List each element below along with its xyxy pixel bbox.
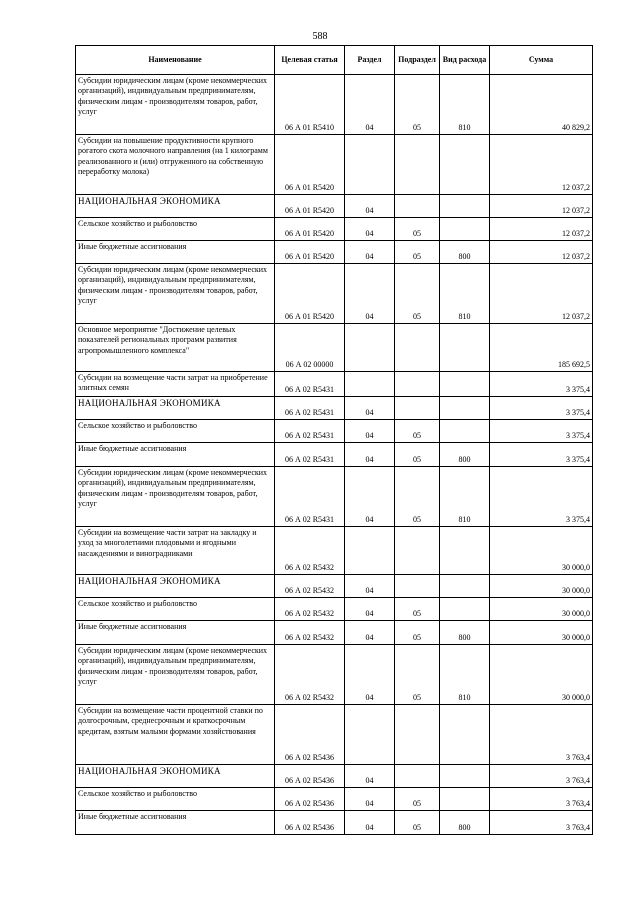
cell-section: 04 [345,621,395,645]
page-number: 588 [312,31,328,42]
table-row [76,241,593,264]
cell-name: Субсидии на возмещение части затрат на приобретение элитных семян [76,372,275,397]
cell-subsection [395,765,440,788]
cell-name: Субсидии на повышение продуктивности крупного рогатого скота молочного направления (на 1 килограмм реализованного и (или) отгруженного на собственную переработку молока) [76,135,275,195]
cell-subsection: 05 [395,598,440,621]
cell-kind [440,575,490,598]
cell-article: 06 А 01 R5420 [275,264,345,324]
cell-section: 04 [345,241,395,264]
cell-kind [440,195,490,218]
cell-name: Сельское хозяйство и рыболовство [76,218,275,241]
cell-subsection: 05 [395,443,440,467]
column-header-kind: Вид расхода [440,46,490,75]
cell-sum: 12 037,2 [490,264,593,324]
cell-subsection: 05 [395,645,440,705]
cell-subsection: 05 [395,218,440,241]
column-header-section: Раздел [345,46,395,75]
table-row [76,788,593,811]
table-row [76,218,593,241]
table-row [76,598,593,621]
cell-name: НАЦИОНАЛЬНАЯ ЭКОНОМИКА [76,575,275,598]
table-row [76,645,593,705]
cell-sum: 30 000,0 [490,527,593,575]
cell-article: 06 А 02 R5431 [275,443,345,467]
cell-kind: 800 [440,621,490,645]
column-header-sum: Сумма [490,46,593,75]
cell-kind [440,135,490,195]
cell-kind [440,765,490,788]
cell-sum: 30 000,0 [490,645,593,705]
table-row [76,264,593,324]
cell-subsection [395,705,440,765]
cell-kind [440,788,490,811]
cell-kind [440,372,490,397]
cell-section: 04 [345,575,395,598]
cell-subsection: 05 [395,264,440,324]
column-header-subsection: Подраздел [395,46,440,75]
cell-article: 06 А 02 R5432 [275,645,345,705]
cell-section [345,324,395,372]
cell-sum: 3 375,4 [490,467,593,527]
cell-name: Сельское хозяйство и рыболовство [76,598,275,621]
cell-subsection: 05 [395,75,440,135]
cell-subsection: 05 [395,788,440,811]
cell-sum: 12 037,2 [490,195,593,218]
table-row [76,811,593,835]
cell-section [345,372,395,397]
cell-section: 04 [345,645,395,705]
cell-name: Иные бюджетные ассигнования [76,241,275,264]
table-row [76,324,593,372]
cell-name: НАЦИОНАЛЬНАЯ ЭКОНОМИКА [76,195,275,218]
cell-sum: 3 375,4 [490,443,593,467]
cell-subsection: 05 [395,241,440,264]
cell-kind [440,324,490,372]
table-body [76,75,593,835]
cell-subsection [395,527,440,575]
table-header [76,46,593,75]
cell-article: 06 А 02 R5431 [275,372,345,397]
cell-article: 06 А 01 R5410 [275,75,345,135]
cell-name: НАЦИОНАЛЬНАЯ ЭКОНОМИКА [76,765,275,788]
cell-section: 04 [345,598,395,621]
cell-subsection: 05 [395,621,440,645]
cell-subsection [395,575,440,598]
cell-sum: 30 000,0 [490,621,593,645]
cell-article: 06 А 02 R5436 [275,765,345,788]
header-row [76,46,593,75]
cell-kind: 810 [440,264,490,324]
cell-name: Субсидии на возмещение части затрат на закладку и уход за многолетними плодовыми и ягодными насаждениями и виноградниками [76,527,275,575]
cell-sum: 3 763,4 [490,705,593,765]
cell-article: 06 А 02 R5436 [275,705,345,765]
cell-kind [440,420,490,443]
cell-article: 06 А 02 R5432 [275,598,345,621]
table-row [76,372,593,397]
cell-article: 06 А 01 R5420 [275,195,345,218]
cell-sum: 3 763,4 [490,788,593,811]
cell-article: 06 А 01 R5420 [275,218,345,241]
cell-section: 04 [345,195,395,218]
table-row [76,621,593,645]
cell-subsection: 05 [395,420,440,443]
cell-sum: 30 000,0 [490,598,593,621]
cell-name: Сельское хозяйство и рыболовство [76,788,275,811]
cell-article: 06 А 02 R5431 [275,467,345,527]
cell-article: 06 А 02 R5432 [275,621,345,645]
cell-section: 04 [345,765,395,788]
cell-section [345,135,395,195]
cell-sum: 3 763,4 [490,811,593,835]
cell-sum: 3 375,4 [490,397,593,420]
cell-sum: 3 763,4 [490,765,593,788]
cell-sum: 40 829,2 [490,75,593,135]
cell-sum: 30 000,0 [490,575,593,598]
cell-name: Иные бюджетные ассигнования [76,811,275,835]
table-row [76,420,593,443]
cell-sum: 185 692,5 [490,324,593,372]
cell-section: 04 [345,218,395,241]
table-row [76,527,593,575]
cell-article: 06 А 02 R5432 [275,575,345,598]
cell-subsection [395,397,440,420]
cell-kind: 810 [440,645,490,705]
cell-name: Иные бюджетные ассигнования [76,443,275,467]
cell-name: Субсидии юридическим лицам (кроме некоммерческих организаций), индивидуальным предпринимателям, физическим лицам - производителям товаров, работ, услуг [76,467,275,527]
cell-sum: 12 037,2 [490,241,593,264]
cell-kind: 800 [440,443,490,467]
cell-kind: 800 [440,241,490,264]
table-row [76,575,593,598]
cell-subsection [395,372,440,397]
cell-kind: 800 [440,811,490,835]
table-row [76,135,593,195]
cell-kind [440,598,490,621]
budget-table [75,45,593,835]
cell-subsection [395,195,440,218]
cell-subsection [395,135,440,195]
cell-kind [440,397,490,420]
cell-section: 04 [345,397,395,420]
cell-name: НАЦИОНАЛЬНАЯ ЭКОНОМИКА [76,397,275,420]
cell-article: 06 А 02 R5431 [275,397,345,420]
cell-section: 04 [345,75,395,135]
cell-name: Субсидии юридическим лицам (кроме некоммерческих организаций), индивидуальным предпринимателям, физическим лицам - производителям товаров, работ, услуг [76,645,275,705]
cell-article: 06 А 01 R5420 [275,135,345,195]
cell-sum: 12 037,2 [490,135,593,195]
cell-section: 04 [345,811,395,835]
cell-section: 04 [345,788,395,811]
cell-name: Субсидии юридическим лицам (кроме некоммерческих организаций), индивидуальным предпринимателям, физическим лицам - производителям товаров, работ, услуг [76,264,275,324]
cell-kind: 810 [440,467,490,527]
cell-sum: 3 375,4 [490,372,593,397]
cell-name: Основное мероприятие "Достижение целевых показателей региональных программ развития агропромышленного комплекса" [76,324,275,372]
cell-name: Субсидии на возмещение части процентной ставки по долгосрочным, среднесрочным и краткосрочным кредитам, взятым малыми формами хозяйствования [76,705,275,765]
cell-name: Субсидии юридическим лицам (кроме некоммерческих организаций), индивидуальным предпринимателям, физическим лицам - производителям товаров, работ, услуг [76,75,275,135]
cell-subsection [395,324,440,372]
cell-kind [440,527,490,575]
cell-section [345,527,395,575]
table-row [76,397,593,420]
cell-name: Сельское хозяйство и рыболовство [76,420,275,443]
table-row [76,195,593,218]
cell-sum: 3 375,4 [490,420,593,443]
cell-section: 04 [345,443,395,467]
table-row [76,75,593,135]
cell-subsection: 05 [395,467,440,527]
cell-section: 04 [345,467,395,527]
cell-section: 04 [345,264,395,324]
cell-article: 06 А 02 R5432 [275,527,345,575]
cell-sum: 12 037,2 [490,218,593,241]
table-row [76,705,593,765]
cell-kind: 810 [440,75,490,135]
cell-section: 04 [345,420,395,443]
table-row [76,765,593,788]
cell-article: 06 А 02 R5436 [275,811,345,835]
cell-article: 06 А 02 00000 [275,324,345,372]
cell-section [345,705,395,765]
cell-article: 06 А 01 R5420 [275,241,345,264]
cell-subsection: 05 [395,811,440,835]
cell-kind [440,705,490,765]
column-header-article: Целевая статья [275,46,345,75]
column-header-name: Наименование [76,46,275,75]
cell-article: 06 А 02 R5431 [275,420,345,443]
table-row [76,467,593,527]
table-row [76,443,593,467]
cell-name: Иные бюджетные ассигнования [76,621,275,645]
cell-kind [440,218,490,241]
cell-article: 06 А 02 R5436 [275,788,345,811]
